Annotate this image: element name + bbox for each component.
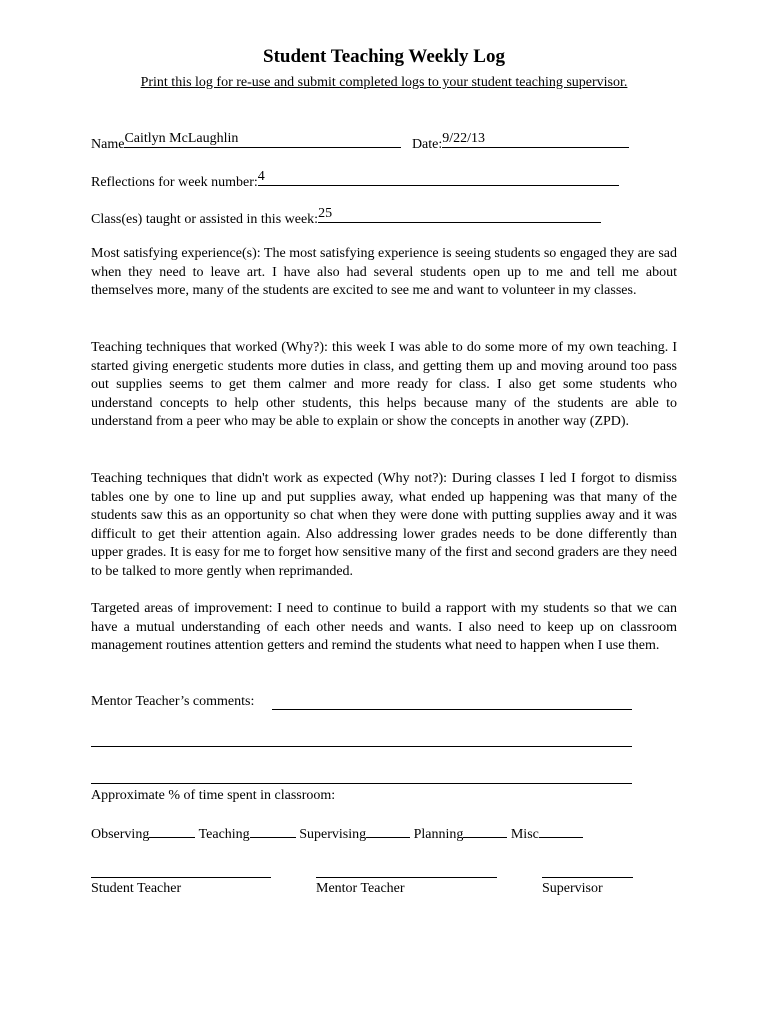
mentor-comments-line-3[interactable] [91, 783, 632, 784]
misc-label: Misc [510, 827, 539, 842]
time-spent-label: Approximate % of time spent in classroom: [91, 788, 336, 803]
supervisor-label: Supervisor [542, 881, 603, 896]
classes-row [91, 208, 601, 230]
name-field[interactable] [124, 133, 401, 148]
classes-label: Class(es) taught or assisted in this week: [91, 212, 319, 227]
planning-label: Planning [413, 827, 464, 842]
mentor-comments-row [91, 693, 254, 712]
week-field[interactable] [258, 171, 619, 186]
teaching-label: Teaching [198, 827, 250, 842]
improvement-label: Targeted areas of improvement: [91, 601, 273, 616]
week-value: 4 [257, 169, 265, 184]
date-value: 9/22/13 [442, 131, 486, 146]
student-teacher-label: Student Teacher [91, 881, 182, 896]
mentor-teacher-label: Mentor Teacher [316, 881, 405, 896]
supervising-label: Supervising [299, 827, 367, 842]
misc-field[interactable] [539, 824, 583, 838]
teaching-field[interactable] [250, 824, 296, 838]
name-label: Name [91, 137, 125, 152]
mentor-comments-line-2[interactable] [91, 746, 632, 747]
student-teacher-signature-line[interactable] [91, 877, 271, 878]
techniques-didnt-work: Teaching techniques that didn't work as expected (Why not?): During classes I led I forgot to dismiss tables one by one to line up and put supplies away, what ended up happening was that many of the students saw this as an opportunity so chat when they were done with putting supplies away and it was difficult to get their attention again. Also addressing lower grades needs to be done differently than upper grades. It is easy for me to forget how sensitive many of the first and second graders are they need to be talked to more gently when reprimanded. [91, 471, 677, 579]
name-value: Caitlyn McLaughlin [124, 131, 239, 146]
satisfying-experience: Most satisfying experience(s): The most satisfying experience is seeing students so engaged they are sad when they need to leave art. I have also had several students open up to me and tell me about themselves more, many of the students are excited to see me and want to volunteer in my classes. [91, 246, 677, 299]
classes-value: 25 [318, 206, 333, 221]
date-label: Date: [411, 137, 443, 152]
techniques-worked [91, 339, 677, 432]
supervising-field[interactable] [366, 824, 410, 838]
observing-field[interactable] [149, 824, 195, 838]
techniques-worked-label: Teaching techniques that worked (Why?): [91, 340, 328, 355]
classes-field[interactable] [318, 208, 601, 223]
page-title: Student Teaching Weekly Log [263, 46, 505, 67]
time-spent-row [91, 824, 583, 845]
page-subtitle: Print this log for re-use and submit completed logs to your student teaching supervisor. [140, 75, 628, 90]
improvement-areas [91, 600, 677, 656]
mentor-teacher-signature-line[interactable] [316, 877, 497, 878]
mentor-comments-line-1[interactable] [272, 709, 632, 710]
planning-field[interactable] [463, 824, 507, 838]
week-row [91, 171, 619, 193]
observing-label: Observing [91, 827, 150, 842]
supervisor-signature-line[interactable] [542, 877, 633, 878]
date-field[interactable] [442, 133, 629, 148]
week-label: Reflections for week number: [91, 175, 258, 190]
techniques-worked-text: this week I was able to do some more of my own teaching. I started giving energetic students more duties in class, and getting them up and moving around too pass out supplies seems to get them calmer and more ready for class. I also get some students who understand concepts to help other students, this helps because many of the students are able to understand from a peer who may be able to explain or show the concepts in another way (ZPD). [91, 340, 677, 430]
name-date-row [91, 133, 629, 155]
improvement-text: I need to continue to build a rapport with my students so that we can have a mutual understanding of each other needs and wants. I also need to keep up on classroom management routines attention getters and remind the students what need to happen when I use them. [91, 601, 678, 654]
mentor-comments-label: Mentor Teacher’s comments: [91, 694, 255, 709]
